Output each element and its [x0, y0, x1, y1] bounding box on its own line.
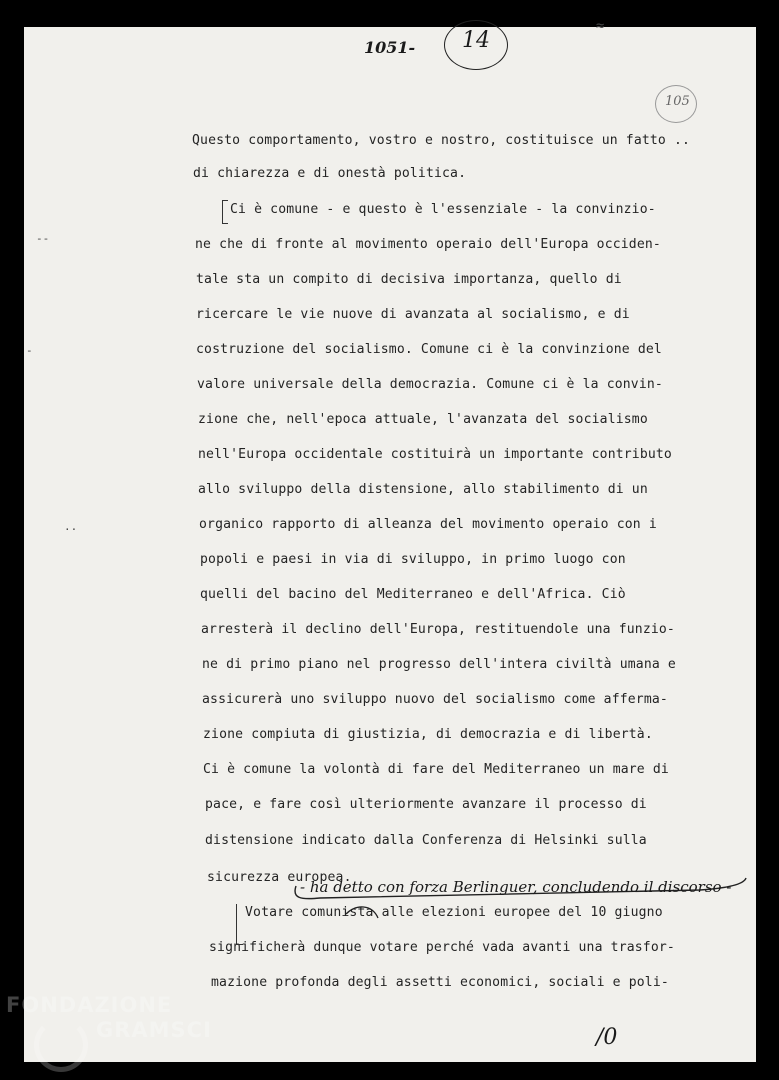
text-line: significherà dunque votare perché vada avanti una trasfor-: [209, 940, 675, 955]
watermark-line2: GRAMSCI: [96, 1018, 212, 1042]
text-line: di chiarezza e di onestà politica.: [193, 166, 467, 181]
text-line: ne che di fronte al movimento operaio dell'Europa occiden-: [195, 237, 661, 252]
margin-mark: --: [36, 232, 50, 245]
archive-code: 1051-: [364, 38, 416, 57]
next-page-mark: /0: [596, 1025, 618, 1050]
margin-mark: -: [26, 344, 33, 357]
paragraph-bracket: [222, 200, 228, 224]
text-line: valore universale della democrazia. Comune ci è la convin-: [197, 377, 663, 392]
text-line: organico rapporto di alleanza del movimento operaio con i: [199, 517, 657, 532]
text-line: nell'Europa occidentale costituirà un importante contributo: [198, 447, 672, 462]
text-line: assicurerà uno sviluppo nuovo del socialismo come afferma-: [202, 692, 668, 707]
text-line: ne di primo piano nel progresso dell'intera civiltà umana e: [202, 657, 676, 672]
paragraph-bracket: [236, 904, 243, 945]
text-line: sicurezza europea.: [207, 870, 352, 885]
text-line: arresterà il declino dell'Europa, restituendole una funzio-: [201, 622, 675, 637]
handwritten-annotation: - ha detto con forza Berlinguer, concludendo il discorso -: [300, 878, 732, 896]
text-line: Questo comportamento, vostro e nostro, costituisce un fatto ..: [192, 133, 691, 148]
text-line: pace, e fare così ulteriormente avanzare il processo di: [205, 797, 647, 812]
text-line: costruzione del socialismo. Comune ci è la convinzione del: [196, 342, 662, 357]
text-line: popoli e paesi in via di sviluppo, in primo luogo con: [200, 552, 626, 567]
text-line: Ci è comune la volontà di fare del Mediterraneo un mare di: [203, 762, 669, 777]
watermark-logo-icon: [34, 1018, 88, 1072]
watermark-line1: FONDAZIONE: [6, 993, 173, 1017]
text-line: zione compiuta di giustizia, di democrazia e di libertà.: [203, 727, 653, 742]
margin-mark: ..: [64, 520, 78, 533]
text-line: Ci è comune - e questo è l'essenziale - la convinzio-: [230, 202, 656, 217]
text-line: zione che, nell'epoca attuale, l'avanzata del socialismo: [198, 412, 648, 427]
text-line: ricercare le vie nuove di avanzata al socialismo, e di: [196, 307, 630, 322]
scribble-mark: ≈: [596, 18, 605, 34]
text-line: mazione profonda degli assetti economici, sociali e poli-: [211, 975, 669, 990]
text-line: distensione indicato dalla Conferenza di Helsinki sulla: [205, 833, 647, 848]
archive-stamp-number: 105: [665, 94, 690, 109]
text-line: tale sta un compito di decisiva importanza, quello di: [196, 272, 622, 287]
text-line: Votare comunista alle elezioni europee del 10 giugno: [245, 905, 663, 920]
text-line: quelli del bacino del Mediterraneo e dell'Africa. Ciò: [200, 587, 626, 602]
page-number: 14: [462, 28, 490, 53]
text-line: allo sviluppo della distensione, allo stabilimento di un: [198, 482, 648, 497]
